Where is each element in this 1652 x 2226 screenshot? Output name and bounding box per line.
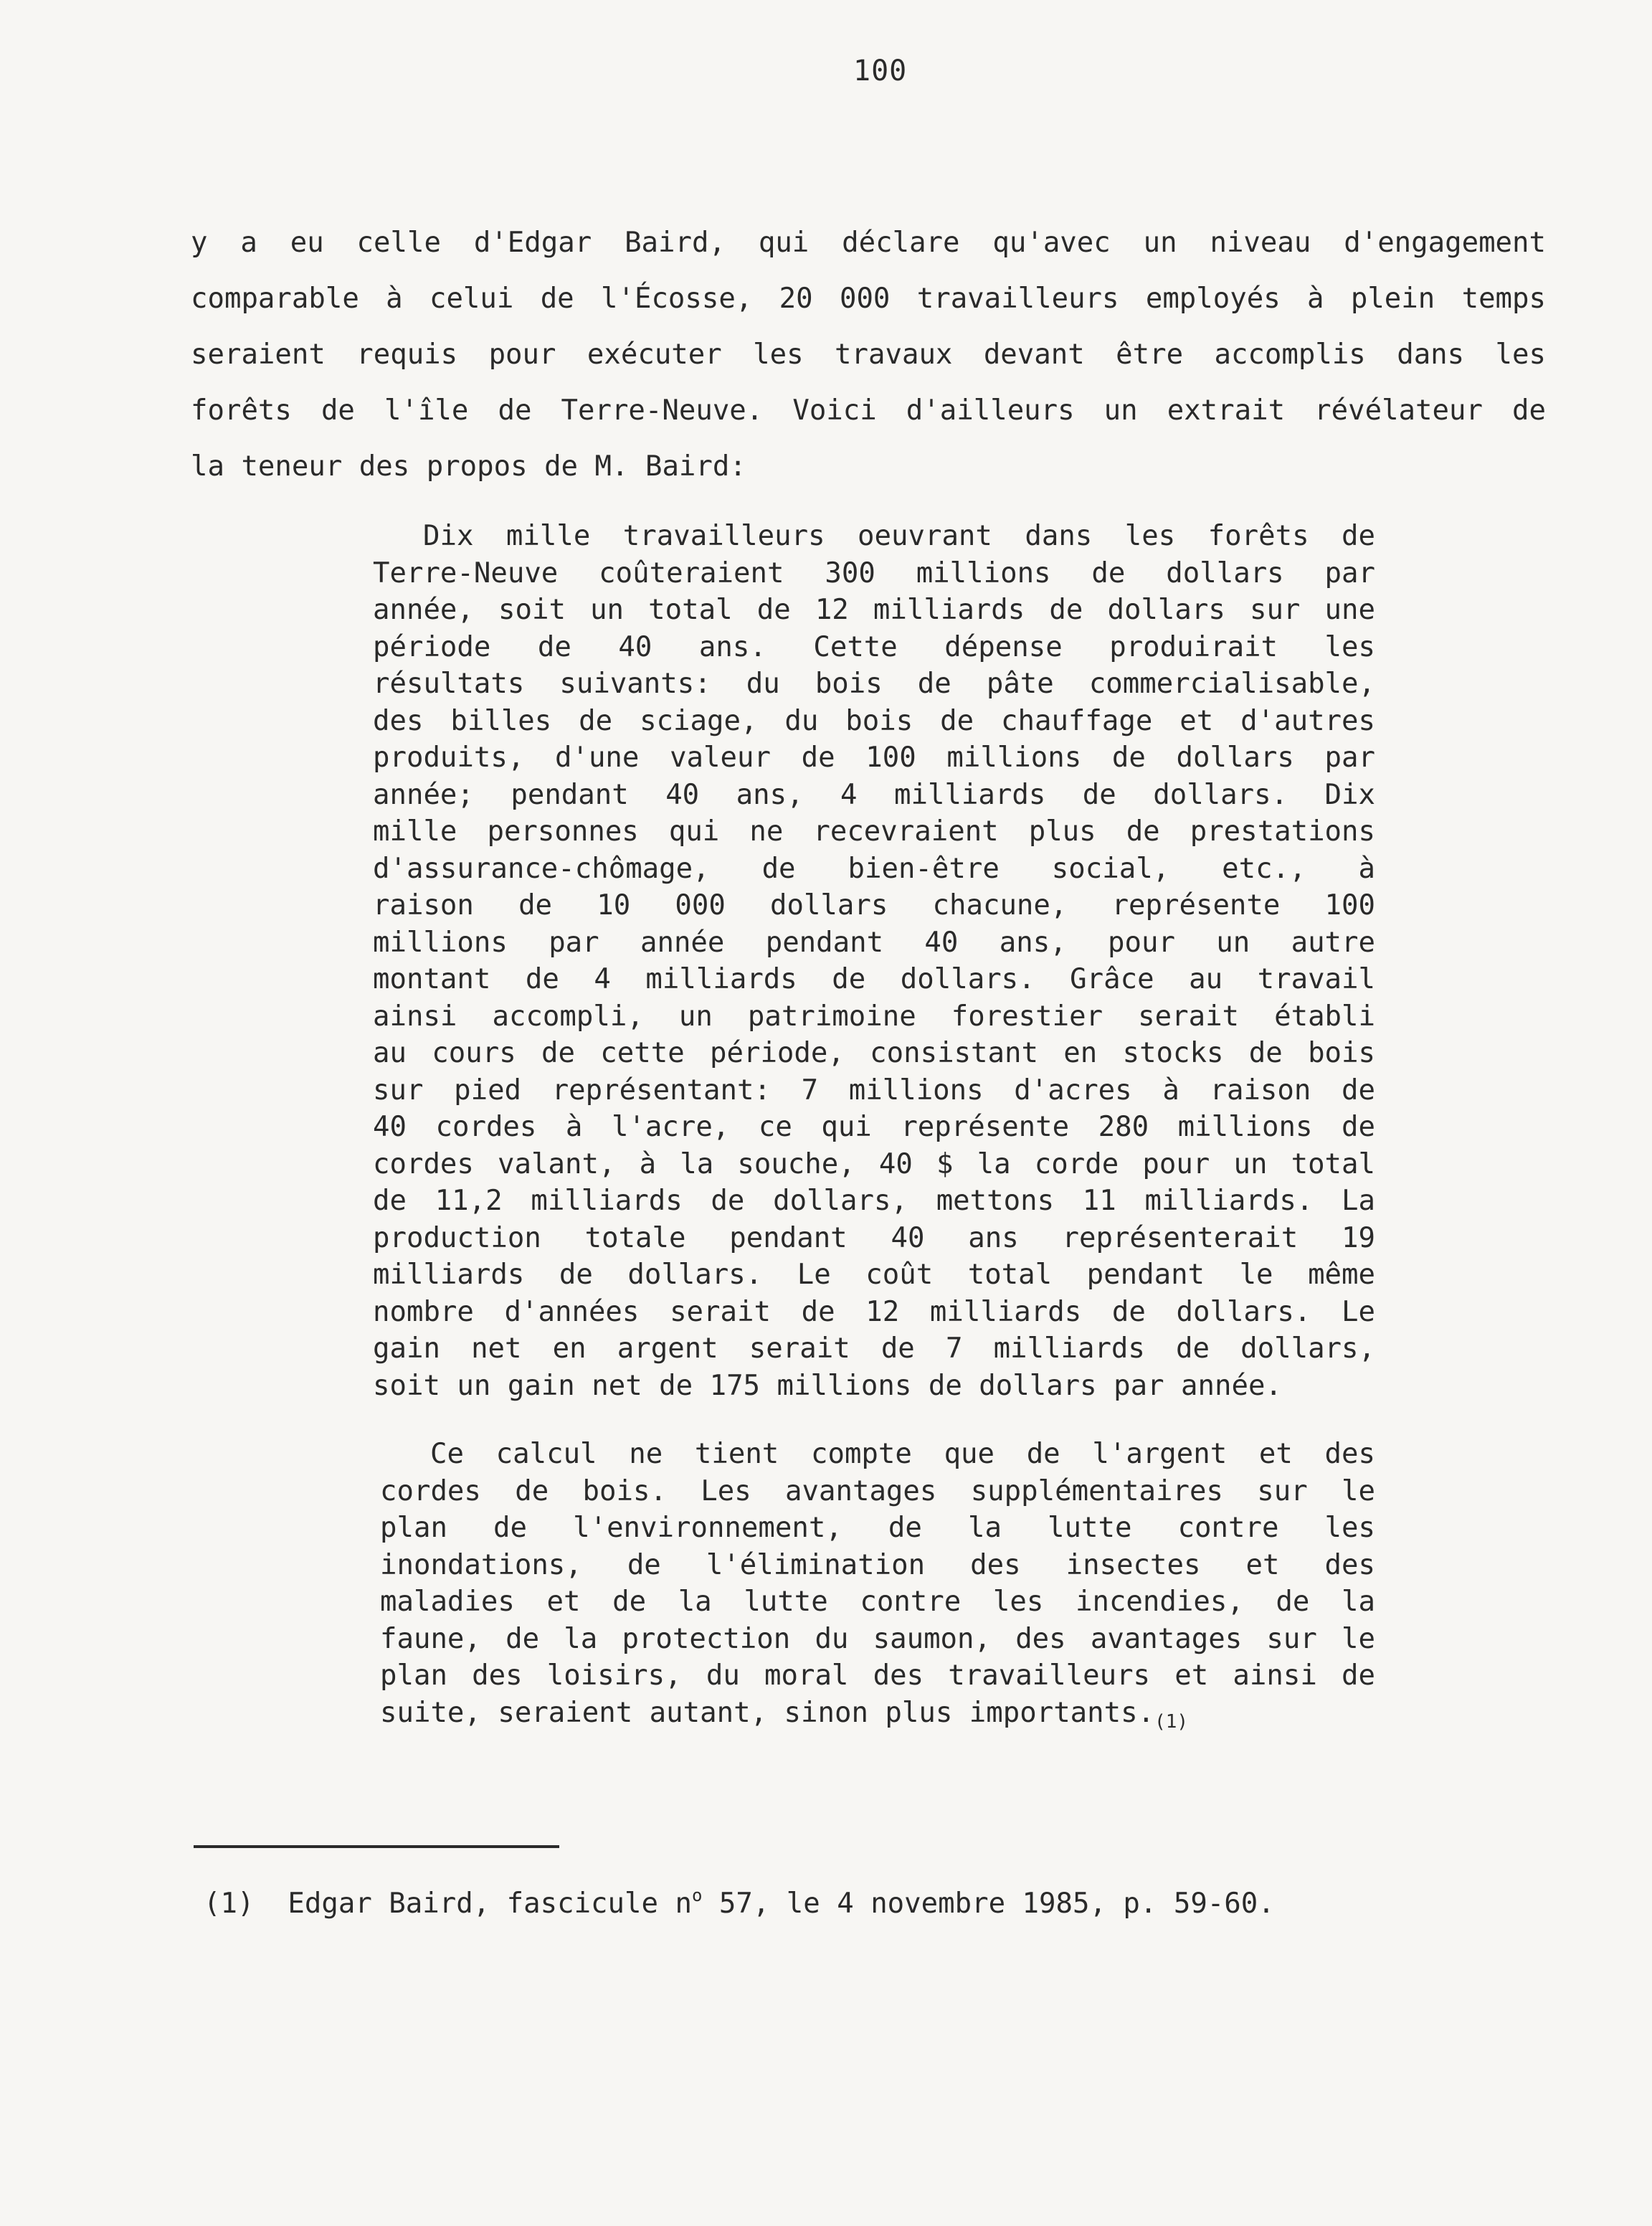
text-line: période de 40 ans. Cette dépense produirait les: [373, 630, 1375, 663]
text-line: comparable à celui de l'Écosse, 20 000 travailleurs employés à plein temps: [191, 283, 1546, 315]
text-line: plan des loisirs, du moral des travailleurs et ainsi de: [380, 1659, 1375, 1692]
text-line: soit un gain net de 175 millions de dollars par année.: [373, 1369, 1282, 1402]
footnote-reference: (1): [1154, 1710, 1189, 1733]
text-line: raison de 10 000 dollars chacune, représente 100: [373, 889, 1375, 922]
text-line: seraient requis pour exécuter les travaux devant être accomplis dans les: [191, 338, 1546, 371]
text-line: ainsi accompli, un patrimoine forestier serait établi: [373, 1000, 1375, 1033]
text-line: millions par année pendant 40 ans, pour un autre: [373, 926, 1375, 959]
text-line: cordes valant, à la souche, 40 $ la corde pour un total: [373, 1147, 1375, 1180]
text-line: mille personnes qui ne recevraient plus de prestations: [373, 815, 1375, 848]
text-line: année; pendant 40 ans, 4 milliards de dollars. Dix: [373, 778, 1375, 811]
text-line: nombre d'années serait de 12 milliards de dollars. Le: [373, 1295, 1375, 1328]
text-line: montant de 4 milliards de dollars. Grâce au travail: [373, 963, 1375, 995]
footnote: [204, 1877, 1275, 1922]
page-number: 100: [853, 55, 908, 87]
text-line: année, soit un total de 12 milliards de dollars sur une: [373, 594, 1375, 626]
text-line: 40 cordes à l'acre, ce qui représente 280 millions de: [373, 1111, 1375, 1143]
text-line: cordes de bois. Les avantages supplémentaires sur le: [380, 1474, 1375, 1507]
text-line: y a eu celle d'Edgar Baird, qui déclare qu'avec un niveau d'engagement: [191, 227, 1546, 259]
text-line: maladies et de la lutte contre les incendies, de la: [380, 1586, 1375, 1618]
text-line: faune, de la protection du saumon, des avantages sur le: [380, 1622, 1375, 1655]
text-line: des billes de sciage, du bois de chauffage et d'autres: [373, 704, 1375, 737]
text-line: milliards de dollars. Le coût total pendant le même: [373, 1259, 1375, 1291]
footnote-marker: (1): [204, 1888, 255, 1920]
text-line: produits, d'une valeur de 100 millions de dollars par: [373, 742, 1375, 774]
text-line: plan de l'environnement, de la lutte contre les: [380, 1512, 1375, 1544]
text-line: Ce calcul ne tient compte que de l'argent et des: [430, 1438, 1375, 1470]
block-quote: [373, 518, 1375, 1404]
text-line: Terre-Neuve coûteraient 300 millions de dollars par: [373, 556, 1375, 589]
text-line: inondations, de l'élimination des insectes et des: [380, 1548, 1375, 1581]
text-line: sur pied représentant: 7 millions d'acres à raison de: [373, 1074, 1375, 1107]
intro-paragraph: [191, 215, 1546, 495]
text-line: Dix mille travailleurs oeuvrant dans les forêts de: [423, 520, 1375, 552]
block-quote-continued: [380, 1436, 1375, 1740]
text-line: forêts de l'île de Terre-Neuve. Voici d'ailleurs un extrait révélateur de: [191, 394, 1546, 427]
text-line: suite, seraient autant, sinon plus importants.: [380, 1696, 1155, 1729]
text-line: d'assurance-chômage, de bien-être social, etc., à: [373, 852, 1375, 885]
text-line: gain net en argent serait de 7 milliards de dollars,: [373, 1332, 1375, 1365]
text-line: résultats suivants: du bois de pâte commercialisable,: [373, 668, 1375, 700]
text-line: au cours de cette période, consistant en stocks de bois: [373, 1037, 1375, 1069]
text-line: production totale pendant 40 ans représenterait 19: [373, 1221, 1375, 1254]
footnote-text: Edgar Baird, fascicule n: [288, 1888, 692, 1920]
footnote-superscript: o: [691, 1885, 703, 1905]
text-line: de 11,2 milliards de dollars, mettons 11 milliards. La: [373, 1185, 1375, 1217]
text-line-last: [380, 1695, 1375, 1741]
footnote-divider: [194, 1845, 559, 1848]
footnote-text-end: 57, le 4 novembre 1985, p. 59-60.: [702, 1888, 1275, 1920]
text-line: la teneur des propos de M. Baird:: [191, 450, 746, 483]
